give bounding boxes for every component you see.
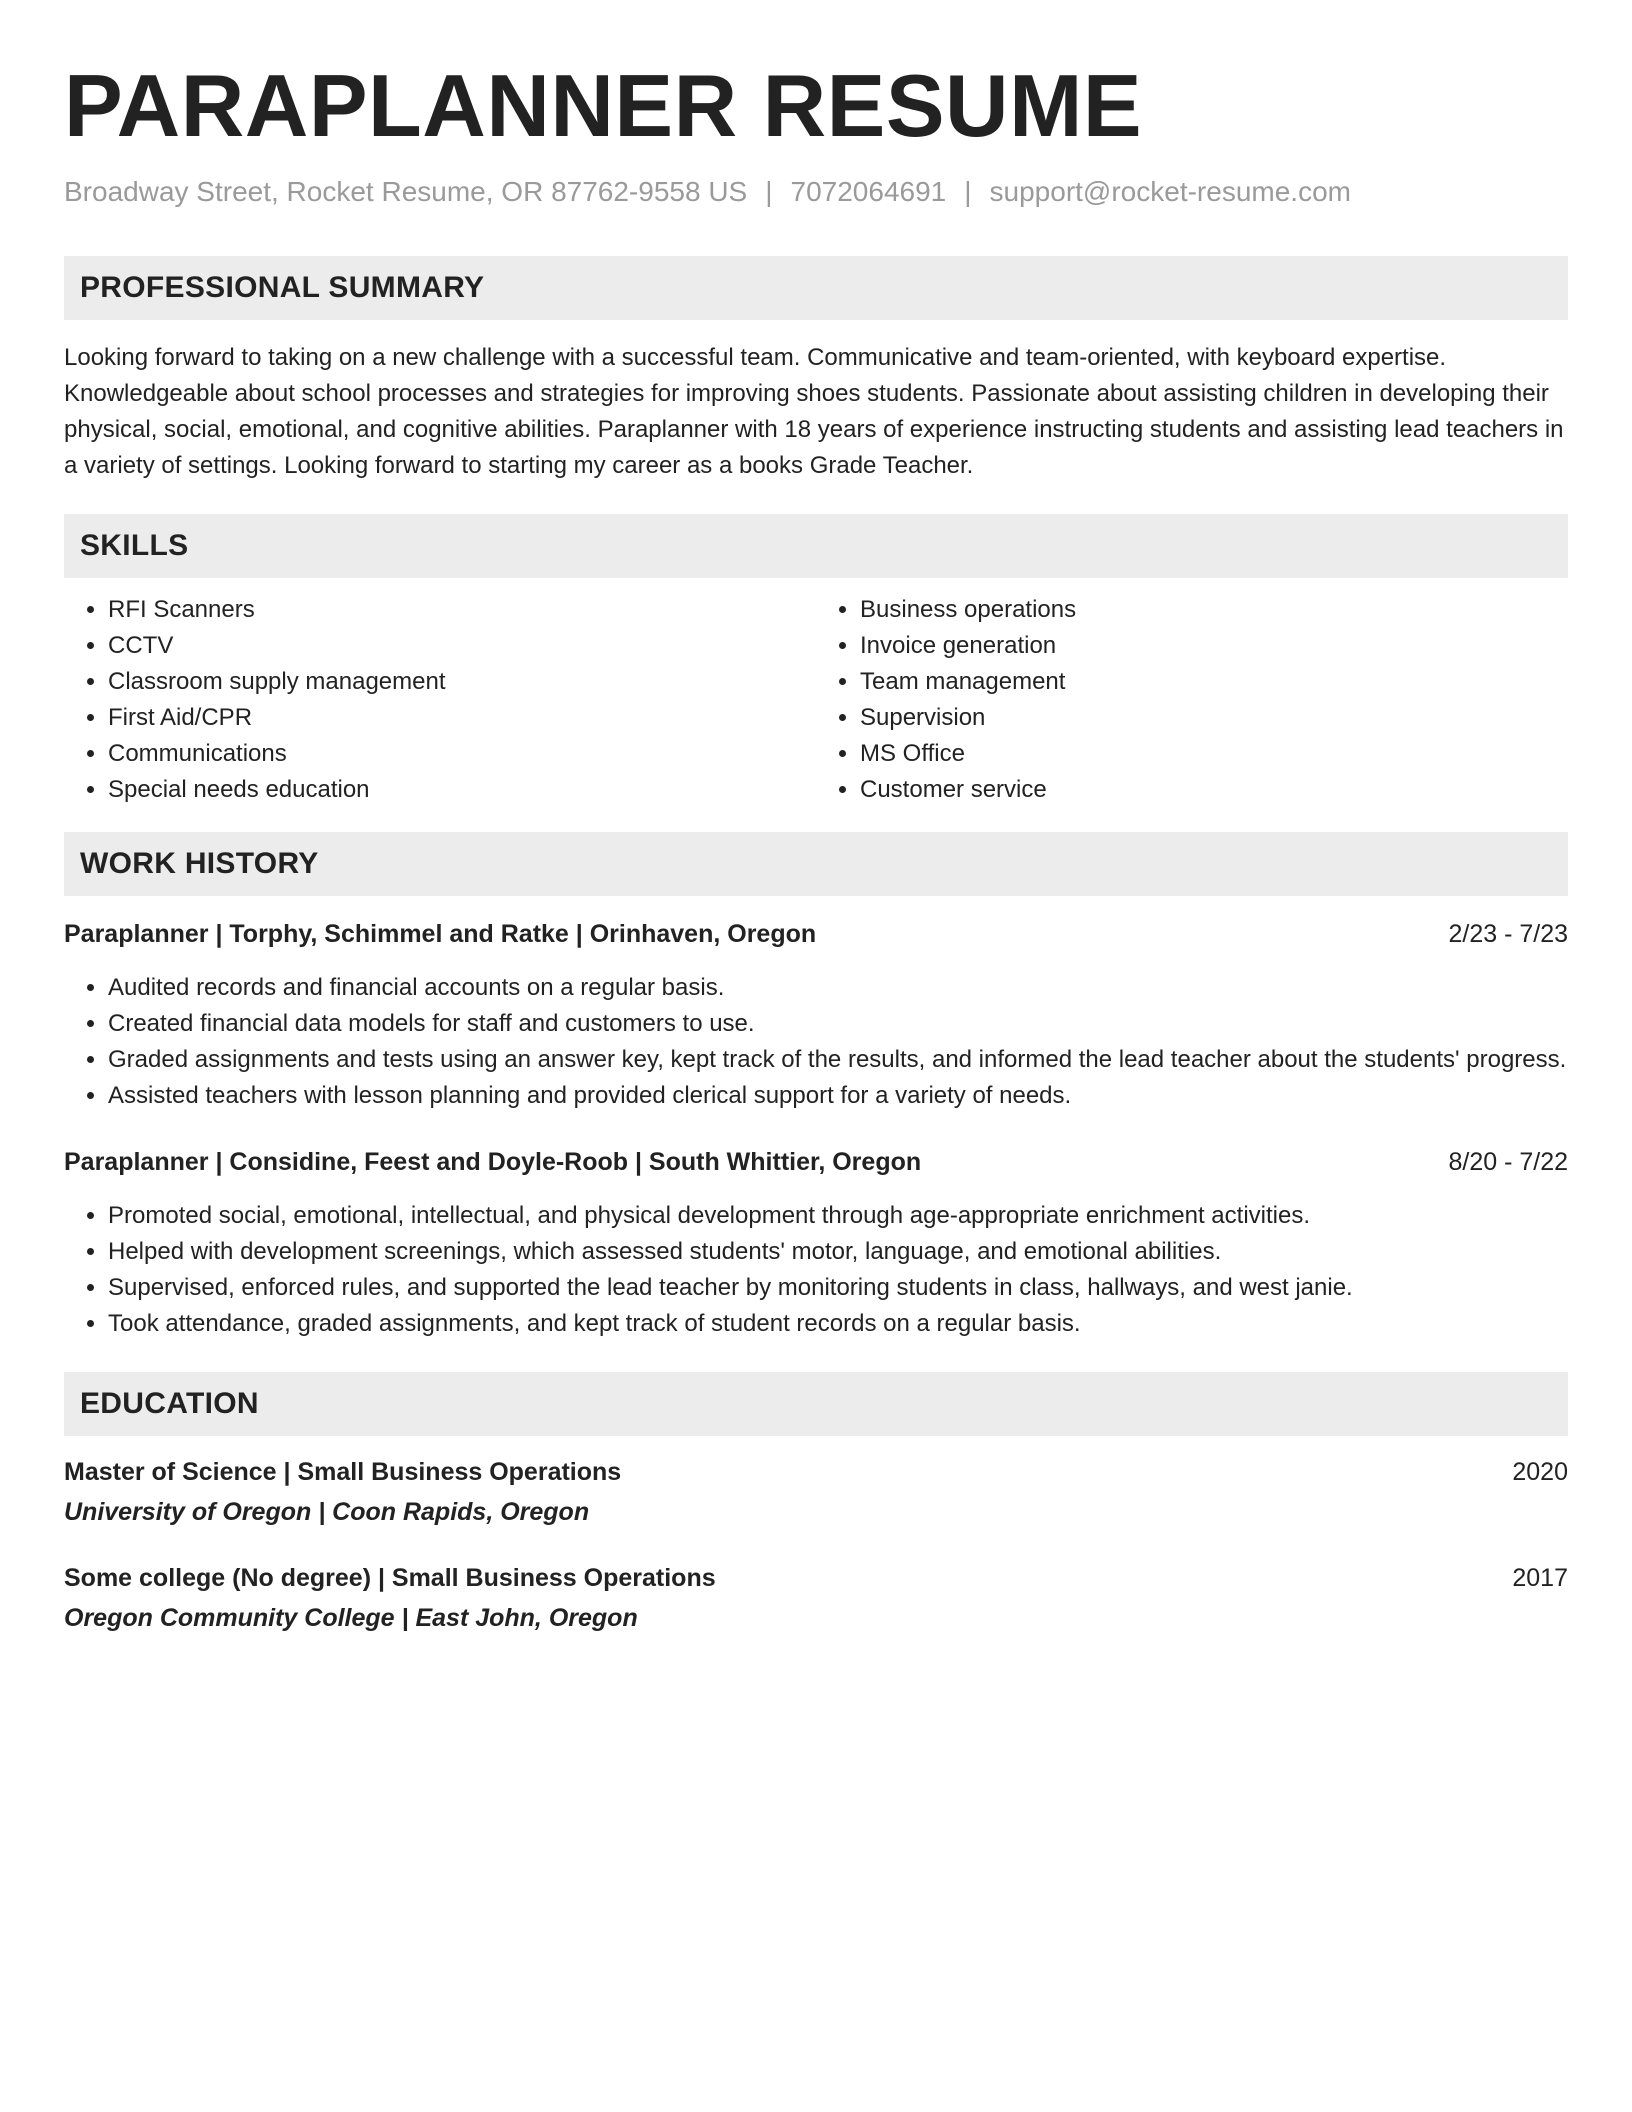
skill-item: • Communications: [108, 736, 816, 772]
job-bullet: • Assisted teachers with lesson planning and provided clerical support for a variety of needs.: [108, 1078, 1568, 1114]
job-bullet: • Created financial data models for staff and customers to use.: [108, 1006, 1568, 1042]
contact-separator: |: [765, 176, 773, 207]
skill-item: • Supervision: [860, 700, 1568, 736]
skill-item: • Special needs education: [108, 772, 816, 808]
job-dates: 2/23 - 7/23: [1448, 920, 1568, 948]
skill-item: • Customer service: [860, 772, 1568, 808]
job-bullets: [64, 970, 1568, 1114]
section-header-skills: SKILLS: [64, 514, 1568, 578]
section-header-summary: PROFESSIONAL SUMMARY: [64, 256, 1568, 320]
contact-address: Broadway Street, Rocket Resume, OR 87762-9558 US: [64, 176, 748, 207]
education-entry-header: [64, 1454, 1568, 1490]
education-year: 2017: [1512, 1564, 1568, 1592]
skill-item: • RFI Scanners: [108, 592, 816, 628]
skill-item: • CCTV: [108, 628, 816, 664]
job-bullet: • Audited records and financial accounts on a regular basis.: [108, 970, 1568, 1006]
summary-text: Looking forward to taking on a new challenge with a successful team. Communicative and team-oriented, with keyboard expertise. Knowledgeable about school processes and strategies for improving shoes students. Passionate about assisting children in developing their physical, social, emotional, and cognitive abilities. Paraplanner with 18 years of experience instructing students and assisting lead teachers in a variety of settings. Looking forward to starting my career as a books Grade Teacher.: [64, 344, 1564, 479]
job-title: Paraplanner | Torphy, Schimmel and Ratke | Orinhaven, Oregon: [64, 920, 817, 948]
job-bullets: [64, 1198, 1568, 1342]
resume-title: PARAPLANNER RESUME: [64, 56, 1143, 155]
job-dates: 8/20 - 7/22: [1448, 1148, 1568, 1176]
section-header-work-history: WORK HISTORY: [64, 832, 1568, 896]
education-degree: Some college (No degree) | Small Business Operations: [64, 1564, 716, 1592]
education-entry-header: [64, 1560, 1568, 1596]
job-bullet: • Supervised, enforced rules, and supported the lead teacher by monitoring students in class, hallways, and west janie.: [108, 1270, 1568, 1306]
contact-email: support@rocket-resume.com: [989, 176, 1351, 207]
job-bullet: • Helped with development screenings, which assessed students' motor, language, and emotional abilities.: [108, 1234, 1568, 1270]
contact-phone: 7072064691: [790, 176, 947, 207]
education-school: University of Oregon | Coon Rapids, Oregon: [64, 1498, 590, 1526]
skills-grid: [64, 592, 1568, 808]
job-bullet: • Took attendance, graded assignments, and kept track of student records on a regular basis.: [108, 1306, 1568, 1342]
education-year: 2020: [1512, 1458, 1568, 1486]
skill-item: • Classroom supply management: [108, 664, 816, 700]
job-entry-header: [64, 916, 1568, 952]
education-school: Oregon Community College | East John, Oregon: [64, 1604, 638, 1632]
job-entry-header: [64, 1144, 1568, 1180]
skills-column-left: [64, 592, 816, 808]
skill-item: • Invoice generation: [860, 628, 1568, 664]
job-bullet: • Graded assignments and tests using an answer key, kept track of the results, and informed the lead teacher about the students' progress.: [108, 1042, 1568, 1078]
skill-item: • Team management: [860, 664, 1568, 700]
contact-separator: |: [964, 176, 972, 207]
skill-item: • Business operations: [860, 592, 1568, 628]
section-header-education: EDUCATION: [64, 1372, 1568, 1436]
skill-item: • MS Office: [860, 736, 1568, 772]
job-bullet: • Promoted social, emotional, intellectual, and physical development through age-appropriate enrichment activities.: [108, 1198, 1568, 1234]
skill-item: • First Aid/CPR: [108, 700, 816, 736]
education-degree: Master of Science | Small Business Operations: [64, 1458, 622, 1486]
skills-column-right: [816, 592, 1568, 808]
contact-line: [64, 174, 1568, 210]
job-title: Paraplanner | Considine, Feest and Doyle-Roob | South Whittier, Oregon: [64, 1148, 922, 1176]
